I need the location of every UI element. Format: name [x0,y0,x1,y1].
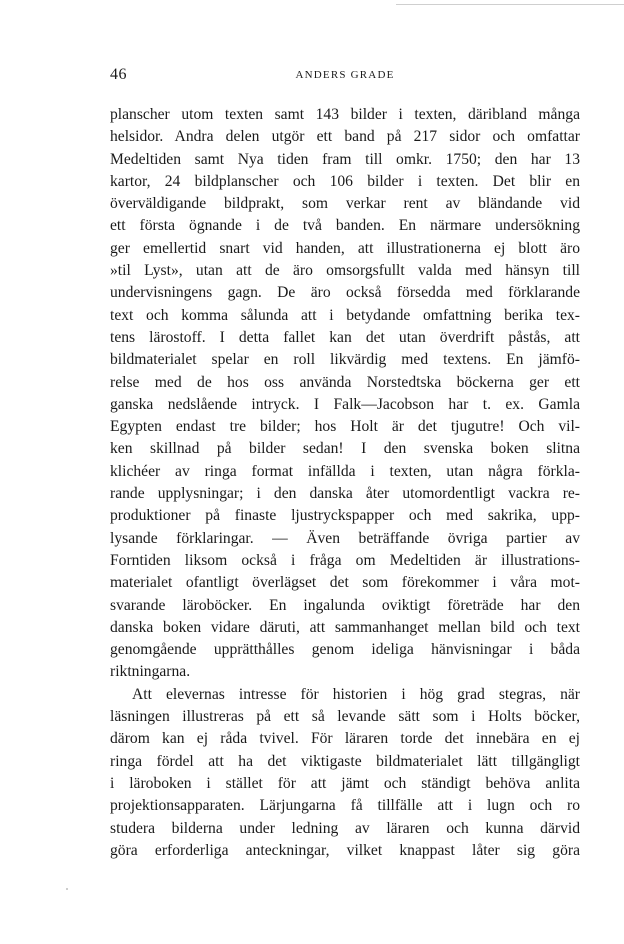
text-line: danska boken vidare däruti, att sammanhanget mellan bild och text [110,618,580,636]
text-line: därom kan ej råda tvivel. För läraren torde det innebära en ej [110,730,580,748]
text-line: projektionsapparaten. Lärjungarna få tillfälle att i lugn och ro [110,797,580,815]
margin-speck [66,888,68,890]
text-line: ganska nedslående intryck. I Falk—Jacobson har t. ex. Gamla [110,395,580,413]
text-line: planscher utom texten samt 143 bilder i texten, däribland många [110,106,580,123]
top-edge-rule [396,4,624,5]
text-line: överväldigande bildprakt, som verkar rent av bländande vid [110,195,580,213]
text-line: rande upplysningar; i den danska åter utomordentligt vackra re- [110,485,580,503]
text-line: genomgående upprätthålles genom ideliga hänvisningar i båda [110,641,580,659]
text-line: tens lärostoff. I detta fallet kan det utan överdrift påstås, att [110,328,580,346]
text-line: undervisningens gagn. De äro också försedda med förklarande [110,284,580,302]
paragraph-2 [110,684,580,862]
text-line: produktioner på finaste ljustryckspapper och med sakrika, upp- [110,507,580,525]
text-line: svarande läroböcker. En ingalunda oviktigt företräde har den [110,596,580,614]
text-line: ringa fördel att ha det viktigaste bildmaterialet lätt tillgängligt [110,752,580,770]
text-line: bildmaterialet spelar en roll likvärdig med textens. En jämfö- [110,351,580,369]
text-line: ken skillnad på bilder sedan! I den svenska boken slitna [110,440,580,458]
body-text [110,104,580,862]
page-number: 46 [110,66,127,83]
text-line: helsidor. Andra delen utgör ett band på 217 sidor och omfattar [110,128,580,146]
text-line: relse med de hos oss använda Norstedtska böckerna ger ett [110,373,580,391]
text-line: lysande förklaringar. — Även beträffande övriga partier av [110,529,580,547]
text-line: Egypten endast tre bilder; hos Holt är det tjugutre! Och vil- [110,418,580,436]
text-line: materialet ofantligt överlägset det som förekommer i våra mot- [110,574,580,592]
text-line: kartor, 24 bildplanscher och 106 bilder i texten. Det blir en [110,172,580,190]
text-line: Att elevernas intresse för historien i hög grad stegras, när [132,685,580,703]
text-line: »til Lyst», utan att de äro omsorgsfullt valda med hänsyn till [110,262,580,280]
text-line: Medeltiden samt Nya tiden fram till omkr. 1750; den har 13 [110,150,580,168]
page-header [110,66,580,88]
text-line: Forntiden liksom också i fråga om Medeltiden är illustrations- [110,551,580,569]
text-line: klichéer av ringa format infällda i texten, utan några förkla- [110,462,580,480]
paragraph-1 [110,104,580,684]
text-line: text och komma sålunda att i betydande omfattning berika tex- [110,306,580,324]
text-line: i läroboken i stället för att jämt och ständigt behöva anlita [110,774,580,792]
text-line: ett första ögnande i de två banden. En närmare undersökning [110,217,580,235]
text-line: studera bilderna under ledning av läraren och kunna därvid [110,819,580,837]
text-line: ger emellertid snart vid handen, att illustrationerna ej blott äro [110,239,580,257]
text-line: riktningarna. [110,663,191,681]
text-line: göra erforderliga anteckningar, vilket knappast låter sig göra [110,841,580,859]
running-head: ANDERS GRADE [295,69,395,81]
text-line: läsningen illustreras på ett så levande sätt som i Holts böcker, [110,708,580,726]
